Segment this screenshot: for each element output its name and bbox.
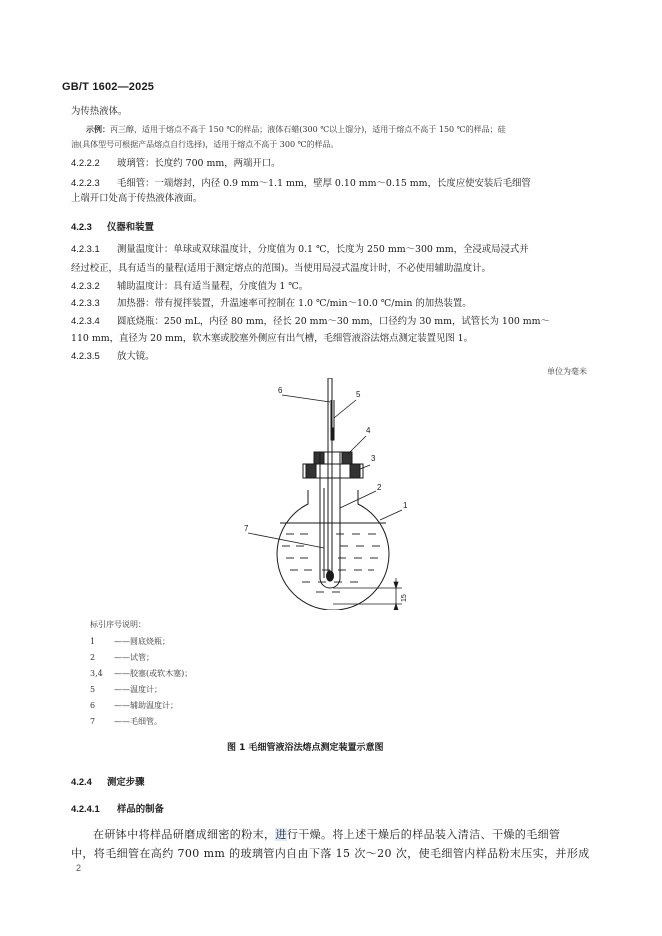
legend-item: 6 ——辅助温度计； xyxy=(90,701,178,710)
melting-point-apparatus-diagram xyxy=(220,378,420,610)
figure-caption: 图 1 毛细管液浴法熔点测定装置示意图 xyxy=(227,743,384,753)
example-line-2: 油(具体型号可根据产品熔点自行选择)，适用于熔点不高于 300 ℃的样品。 xyxy=(71,140,339,149)
clause-text: 加热器：带有搅拌装置，升温速率可控制在 1.0 ℃/min～10.0 ℃/min 的加热装置。 xyxy=(117,298,472,309)
standard-number: GB/T 1602—2025 xyxy=(62,81,155,93)
legend-title: 标引序号说明： xyxy=(90,620,146,629)
dimension-15: 15 xyxy=(401,594,408,602)
clause-text: 测量温度计：单球或双球温度计，分度值为 0.1 ℃，长度为 250 mm～300 mm，全浸或局浸式并 xyxy=(117,244,529,255)
clause-text: 圆底烧瓶：250 mL，内径 80 mm，径长 20 mm～30 mm，口径约为 30 mm，试管长为 100 mm～ xyxy=(117,316,550,327)
clause-4-2-3-2 xyxy=(71,278,308,294)
clause-number: 4.2.3.3 xyxy=(71,297,100,308)
clause-4-2-2-3 xyxy=(71,175,531,191)
clause-text: 放大镜。 xyxy=(117,351,155,362)
section-number: 4.2.4 xyxy=(71,776,92,787)
section-title: 样品的制备 xyxy=(117,804,164,815)
example-label: 示例： xyxy=(86,124,110,134)
clause-4-2-3-5 xyxy=(71,348,155,364)
legend-item: 1 ——圆底烧瓶； xyxy=(90,637,170,646)
section-title: 测定步骤 xyxy=(107,777,145,788)
clause-number: 4.2.3.2 xyxy=(71,280,100,291)
unit-note: 单位为毫米 xyxy=(547,367,587,376)
section-4-2-4-1-heading xyxy=(71,801,164,815)
label-6: 6 xyxy=(278,386,283,395)
legend-item: 5 ——温度计； xyxy=(90,685,162,694)
clause-number: 4.2.3.5 xyxy=(71,350,100,361)
text-selection-highlight: 进 xyxy=(275,828,287,841)
label-2: 2 xyxy=(377,483,382,492)
clause-number: 4.2.2.3 xyxy=(71,177,100,188)
page-number: 2 xyxy=(76,863,82,873)
clause-4-2-3-1-cont: 经过校正，具有适当的量程(适用于测定熔点的范围)。当使用局浸式温度计时，不必使用辅助温度计。 xyxy=(71,263,491,274)
label-4: 4 xyxy=(366,426,371,435)
label-1: 1 xyxy=(403,501,408,510)
continued-line: 为传热液体。 xyxy=(71,106,128,117)
clause-text: 毛细管：一端熔封，内径 0.9 mm～1.1 mm，壁厚 0.10 mm～0.15 mm，长度应使安装后毛细管 xyxy=(117,178,531,189)
section-number: 4.2.3 xyxy=(71,221,92,232)
section-number: 4.2.4.1 xyxy=(71,803,100,814)
legend-item: 7 ——毛细管。 xyxy=(90,717,162,726)
section-4-2-3-heading xyxy=(71,219,154,233)
clause-4-2-2-3-cont: 上端开口处高于传热液体液面。 xyxy=(71,193,203,204)
clause-text: 玻璃管：长度约 700 mm，两端开口。 xyxy=(117,158,281,169)
label-3: 3 xyxy=(371,454,376,463)
clause-4-2-3-3 xyxy=(71,295,472,311)
clause-text: 辅助温度计：具有适当量程，分度值为 1 ℃。 xyxy=(117,281,309,292)
clause-number: 4.2.3.1 xyxy=(71,243,100,254)
example-line-1 xyxy=(86,123,506,136)
clause-number: 4.2.2.2 xyxy=(71,157,100,168)
example-text: 丙三醇，适用于熔点不高于 150 ℃的样品；液体石蜡(300 ℃以上馏分)，适用于熔点不高于 150 ℃的样品；硅 xyxy=(110,125,506,134)
clause-4-2-2-2 xyxy=(71,155,281,171)
label-7: 7 xyxy=(244,524,249,533)
clause-number: 4.2.3.4 xyxy=(71,315,100,326)
label-5: 5 xyxy=(356,390,361,399)
legend-item: 2 ——试管； xyxy=(90,653,154,662)
section-title: 仪器和装置 xyxy=(107,222,154,233)
paragraph-line-2: 中，将毛细管在高约 700 mm 的玻璃管内自由下落 15 次～20 次，使毛细管内样品粉末压实，并形成 xyxy=(71,847,590,860)
clause-4-2-3-1 xyxy=(71,241,529,257)
clause-4-2-3-4 xyxy=(71,313,550,329)
legend-item: 3,4 ——胶塞(或软木塞)； xyxy=(90,669,193,678)
clause-4-2-3-4-cont: 110 mm，直径为 20 mm，软木塞或胶塞外侧应有出气槽，毛细管液浴法熔点测定装置见图 1。 xyxy=(71,333,474,344)
paragraph-line-1: 在研钵中将样品研磨成细密的粉末，进行干燥。将上述干燥后的样品装入清洁、干燥的毛细管 xyxy=(93,828,561,841)
section-4-2-4-heading xyxy=(71,774,145,788)
